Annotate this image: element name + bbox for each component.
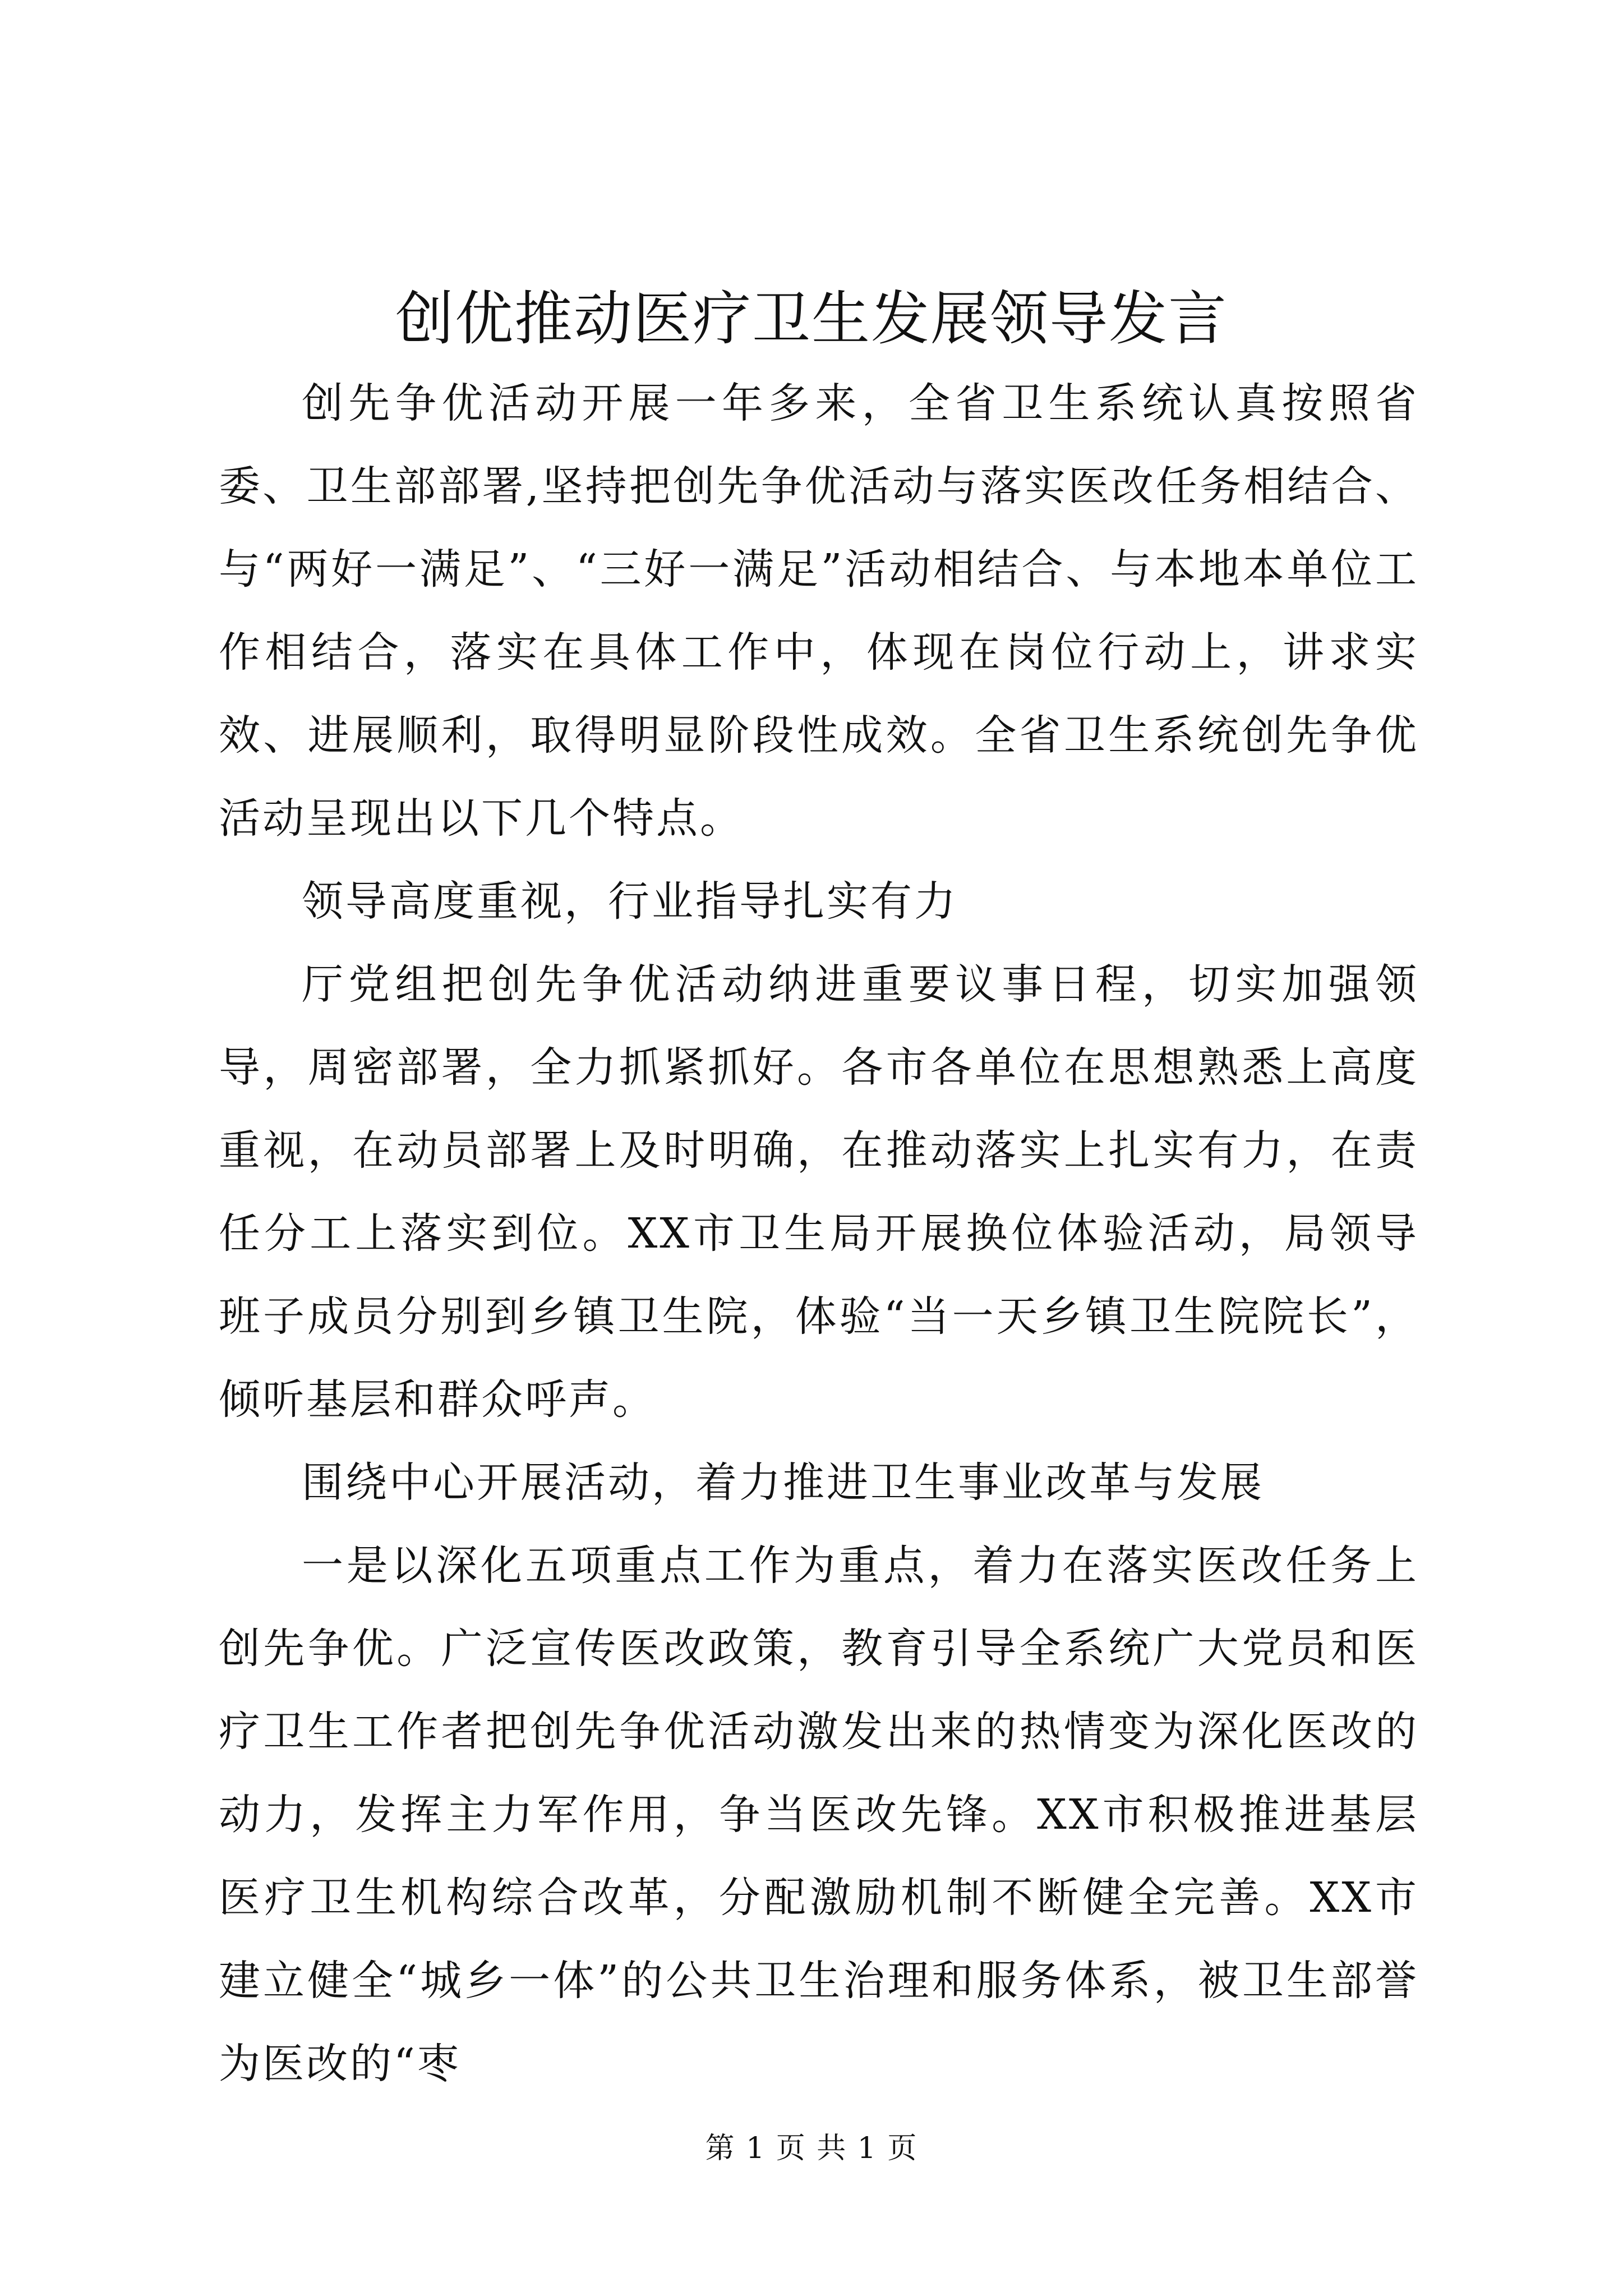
paragraph-leadership: 厅党组把创先争优活动纳进重要议事日程，切实加强领导，周密部署，全力抓紧抓好。各市各单位在思想熟悉上高度重视，在动员部署上及时明确，在推动落实上扎实有力，在责任分工上落实到位。XX市卫生局开展换位体验活动，局领导班子成员分别到乡镇卫生院，体验“当一天乡镇卫生院院长”，倾听基层和群众呼声。 bbox=[219, 960, 1419, 1424]
document-body bbox=[219, 362, 1419, 2105]
section-heading-leadership: 领导高度重视，行业指导扎实有力 bbox=[302, 877, 958, 926]
paragraph-intro: 创先争优活动开展一年多来，全省卫生系统认真按照省委、卫生部部署,坚持把创先争优活动与落实医改任务相结合、与“两好一满足”、“三好一满足”活动相结合、与本地本单位工作相结合，落实在具体工作中，体现在岗位行动上，讲求实效、进展顺利，取得明显阶段性成效。全省卫生系统创先争优活动呈现出以下几个特点。 bbox=[219, 379, 1419, 843]
section-heading-reform: 围绕中心开展活动，着力推进卫生事业改革与发展 bbox=[302, 1458, 1264, 1507]
paragraph-reform: 一是以深化五项重点工作为重点，着力在落实医改任务上创先争优。广泛宣传医改政策，教育引导全系统广大党员和医疗卫生工作者把创先争优活动激发出来的热情变为深化医改的动力，发挥主力军作用，争当医改先锋。XX市积极推进基层医疗卫生机构综合改革，分配激励机制不断健全完善。XX市建立健全“城乡一体”的公共卫生治理和服务体系，被卫生部誉为医改的“枣 bbox=[219, 1542, 1419, 2088]
page-number-footer: 第 1 页 共 1 页 bbox=[705, 2132, 918, 2165]
document-title: 创优推动医疗卫生发展领导发言 bbox=[395, 284, 1228, 353]
